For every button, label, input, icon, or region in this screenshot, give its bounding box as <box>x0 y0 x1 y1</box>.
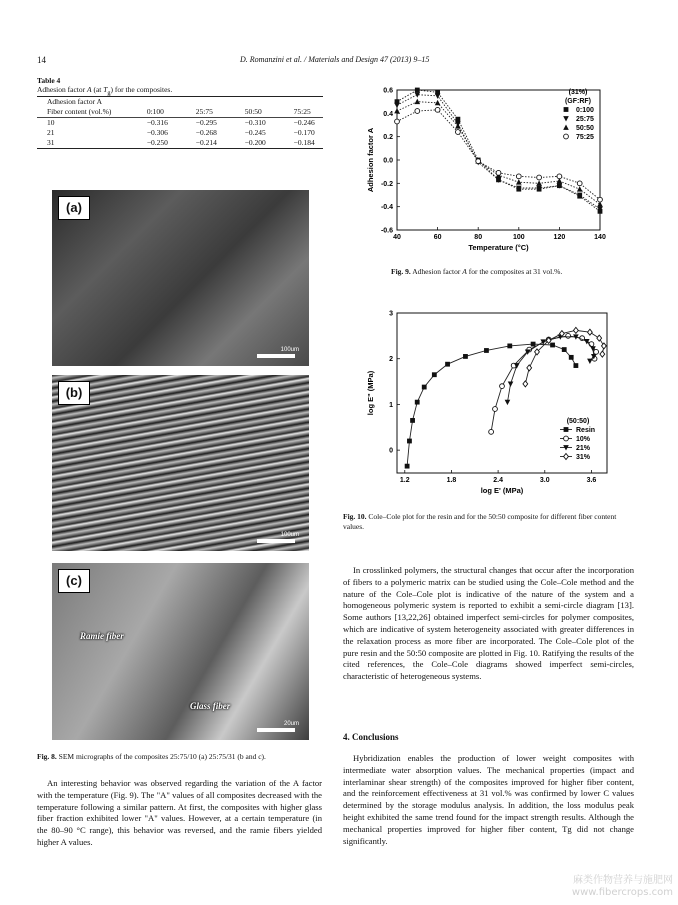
table-cell: −0.250 <box>146 138 168 147</box>
x-tick-label: 60 <box>433 234 442 241</box>
data-point <box>410 418 415 423</box>
scale-text-b: 100um <box>280 532 299 538</box>
ramie-fiber-label: Ramie fiber <box>80 631 124 641</box>
table-cell: 21 <box>47 128 55 137</box>
scale-text-a: 100um <box>280 347 299 353</box>
data-point <box>415 400 420 405</box>
y-tick-label: 3 <box>389 310 393 318</box>
table-cell: −0.214 <box>195 138 217 147</box>
data-point <box>407 439 412 444</box>
x-tick-label: 3.6 <box>586 477 597 484</box>
y-axis-label: Adhesion factor A <box>366 127 375 193</box>
legend-marker <box>563 116 569 121</box>
legend-marker <box>564 107 569 112</box>
table-caption: Adhesion factor A (at $T_g$) for the composites. <box>37 85 173 97</box>
data-point <box>550 343 555 348</box>
data-point <box>395 119 400 124</box>
table-cell: −0.170 <box>293 128 315 137</box>
legend-title: (50:50) <box>566 418 590 425</box>
right-paragraph-1: In crosslinked polymers, the structural changes that occur after the incorporation of fibers to a polymeric matrix can be studied using the Cole–Cole method and the nature of the Cole–Cole plot is indicative of the nature of the system and a homogeneous polymeric system is reported to exhibit a semi-circle diagram [13]. Some authors [13,22,26] obtained imperfect semi-circles for polymer composites, which are indicative of system heterogeneity associated with greater differences in the relaxation process as more fiber are incorporated. The Cole–Cole plot of the pure resin and the 50:50 composite are plotted in Fig. 10. Ratifying the results of the cited references, the Cole–Cole diagrams showed imperfect semi-circles, characteristic of heterogeneous systems. <box>343 565 634 682</box>
series-line <box>525 330 604 383</box>
x-tick-label: 80 <box>474 234 483 241</box>
data-point <box>536 180 542 185</box>
x-tick-label: 1.8 <box>446 477 457 484</box>
data-point <box>527 365 532 371</box>
glass-fiber-label: Glass fiber <box>190 701 231 711</box>
fig8-caption: Fig. 8. SEM micrographs of the composites 25:75/10 (a) 25:75/31 (b and c). <box>37 752 266 761</box>
x-tick-label: 100 <box>512 234 525 241</box>
table-cell: −0.245 <box>244 128 266 137</box>
table-cell: −0.295 <box>195 118 217 127</box>
fig10-chart <box>360 305 620 505</box>
series-line <box>397 90 600 211</box>
data-point <box>531 342 536 347</box>
fig9-chart <box>360 82 620 262</box>
x-tick-label: 1.2 <box>399 477 410 484</box>
data-point <box>505 400 511 405</box>
table-header-row <box>37 107 323 118</box>
legend-label: 10% <box>576 436 591 443</box>
left-paragraph: An interesting behavior was observed regarding the variation of the A factor with the temperature (Fig. 9). The "A" values of all composites decreased with the temperature following a similar pattern. At first, the composites with higher glass fiber fraction exhibited lower "A" values. However, at a certain temperature (in the 80–90 °C range), this behavior was reversed, and the ramie fibers yielded higher A values. <box>37 778 322 847</box>
legend-title: (31%) <box>568 89 588 96</box>
data-point <box>476 159 481 164</box>
y-axis-label: log E" (MPa) <box>366 370 375 416</box>
table-title: Table 4 <box>37 76 61 85</box>
table-row <box>37 118 323 128</box>
legend-marker <box>564 454 569 460</box>
legend-label: 50:50 <box>576 125 594 132</box>
series-line <box>397 95 600 209</box>
data-point <box>589 342 594 347</box>
table-subheader-row <box>37 97 323 107</box>
data-point <box>587 359 593 364</box>
y-tick-label: -0.4 <box>380 204 393 212</box>
adhesion-table <box>37 96 323 149</box>
data-point <box>562 347 567 352</box>
table-cell: −0.200 <box>244 138 266 147</box>
right-paragraph-2: Hybridization enables the production of lower weight composites with intermediate water absorption values. The mechanical properties (impact and interlaminar shear strength) of the composites improved for higher fiber content, and the reinforcement effectiveness at 31 vol.% was confirmed by lower C values determined by the storage modulus analysis. In addition, the loss modulus peak height exhibited the same trend found for the impact strength results. Although the mechanical properties improved for higher fiber content, Tg did not change significantly. <box>343 753 634 846</box>
legend-marker <box>564 436 569 441</box>
legend-label: 0:100 <box>576 107 594 114</box>
data-point <box>456 130 461 135</box>
data-point <box>489 429 494 434</box>
table-header-cell: Fiber content (vol.%) <box>47 107 112 116</box>
sem-image-c <box>52 563 309 740</box>
data-point <box>500 384 505 389</box>
data-point <box>598 197 603 202</box>
table-row <box>37 128 323 138</box>
legend-label: 25:75 <box>576 116 594 123</box>
data-point <box>566 333 571 338</box>
y-tick-label: -0.2 <box>380 180 393 188</box>
series-line <box>397 110 600 200</box>
legend-label: 21% <box>576 445 591 452</box>
data-point <box>415 109 420 114</box>
legend-label: Resin <box>576 427 596 434</box>
data-point <box>573 327 578 333</box>
page-number: 14 <box>37 55 46 65</box>
legend-marker <box>564 134 569 139</box>
data-point <box>484 348 489 353</box>
sem-image-a <box>52 190 309 366</box>
y-tick-label: 1 <box>389 401 393 409</box>
x-tick-label: 2.4 <box>493 477 503 484</box>
data-point <box>435 107 440 112</box>
table-cell: −0.268 <box>195 128 217 137</box>
scale-bar <box>257 728 295 732</box>
data-point <box>435 100 441 105</box>
fig9-caption: Fig. 9. Adhesion factor A for the composites at 31 vol.%. <box>391 267 563 276</box>
table-subheader: Adhesion factor A <box>47 97 102 106</box>
data-point <box>432 372 437 377</box>
data-point <box>594 349 599 354</box>
table-cell: 10 <box>47 118 55 127</box>
x-tick-label: 120 <box>553 234 566 241</box>
y-tick-label: 0.4 <box>383 110 393 118</box>
series-line <box>407 344 576 466</box>
data-point <box>455 123 461 128</box>
legend-label: 75:25 <box>576 134 594 141</box>
y-tick-label: 0.2 <box>383 134 393 142</box>
table-header-cell: 25:75 <box>195 107 213 116</box>
data-point <box>573 363 578 368</box>
table-cell: −0.246 <box>293 118 315 127</box>
legend-label: 31% <box>576 454 591 461</box>
data-point <box>523 381 528 387</box>
legend-marker <box>563 125 569 130</box>
data-point <box>493 407 498 412</box>
table-row <box>37 138 323 148</box>
sem-image-b <box>52 375 309 551</box>
x-axis-label: Temperature (°C) <box>468 243 529 252</box>
data-point <box>405 464 410 469</box>
data-point <box>422 385 427 390</box>
data-point <box>394 103 400 108</box>
scale-bar <box>257 539 295 543</box>
data-point <box>415 88 420 93</box>
data-point <box>537 175 542 180</box>
watermark <box>572 875 673 899</box>
data-point <box>569 355 574 360</box>
data-point <box>507 344 512 349</box>
y-tick-label: 0.6 <box>383 87 393 95</box>
data-point <box>587 329 592 335</box>
data-point <box>445 362 450 367</box>
watermark-line-1: 麻类作物营养与施肥网 <box>573 875 673 886</box>
data-point <box>557 174 562 179</box>
data-point <box>516 174 521 179</box>
table-cell: 31 <box>47 138 55 147</box>
data-point <box>577 181 582 186</box>
y-tick-label: 0 <box>389 447 393 455</box>
table-cell: −0.306 <box>146 128 168 137</box>
y-tick-label: 2 <box>389 356 393 364</box>
series-line <box>397 102 600 205</box>
panel-label-c: (c) <box>58 569 90 593</box>
watermark-line-2: www.fibercrops.com <box>571 887 673 898</box>
fig10-caption: Fig. 10. Cole–Cole plot for the resin and for the 50:50 composite for different fiber content values. <box>343 512 617 531</box>
panel-label-a: (a) <box>58 196 90 220</box>
legend-title: (GF:RF) <box>564 98 592 105</box>
y-tick-label: -0.6 <box>380 227 393 235</box>
x-tick-label: 40 <box>393 234 401 241</box>
legend-marker <box>564 427 569 432</box>
scale-bar <box>257 354 295 358</box>
x-axis-label: log E' (MPa) <box>480 486 524 495</box>
x-tick-label: 3.0 <box>539 477 550 484</box>
table-cell: −0.316 <box>146 118 168 127</box>
table-header-cell: 0:100 <box>146 107 164 116</box>
x-tick-label: 140 <box>594 234 606 241</box>
table-cell: −0.310 <box>244 118 266 127</box>
section-heading: 4. Conclusions <box>343 732 399 742</box>
scale-text-c: 20um <box>283 721 299 727</box>
journal-header: D. Romanzini et al. / Materials and Design 47 (2013) 9–15 <box>240 55 430 64</box>
data-point <box>394 108 400 113</box>
table-header-cell: 50:50 <box>244 107 262 116</box>
data-point <box>463 354 468 359</box>
table-cell: −0.184 <box>293 138 315 147</box>
plot-frame <box>397 90 600 230</box>
data-point <box>600 351 605 357</box>
data-point <box>577 186 583 191</box>
y-tick-label: 0.0 <box>383 157 393 165</box>
data-point <box>496 170 501 175</box>
data-point <box>508 381 514 386</box>
data-point <box>456 117 461 122</box>
table-header-cell: 75:25 <box>293 107 311 116</box>
panel-label-b: (b) <box>58 381 90 405</box>
